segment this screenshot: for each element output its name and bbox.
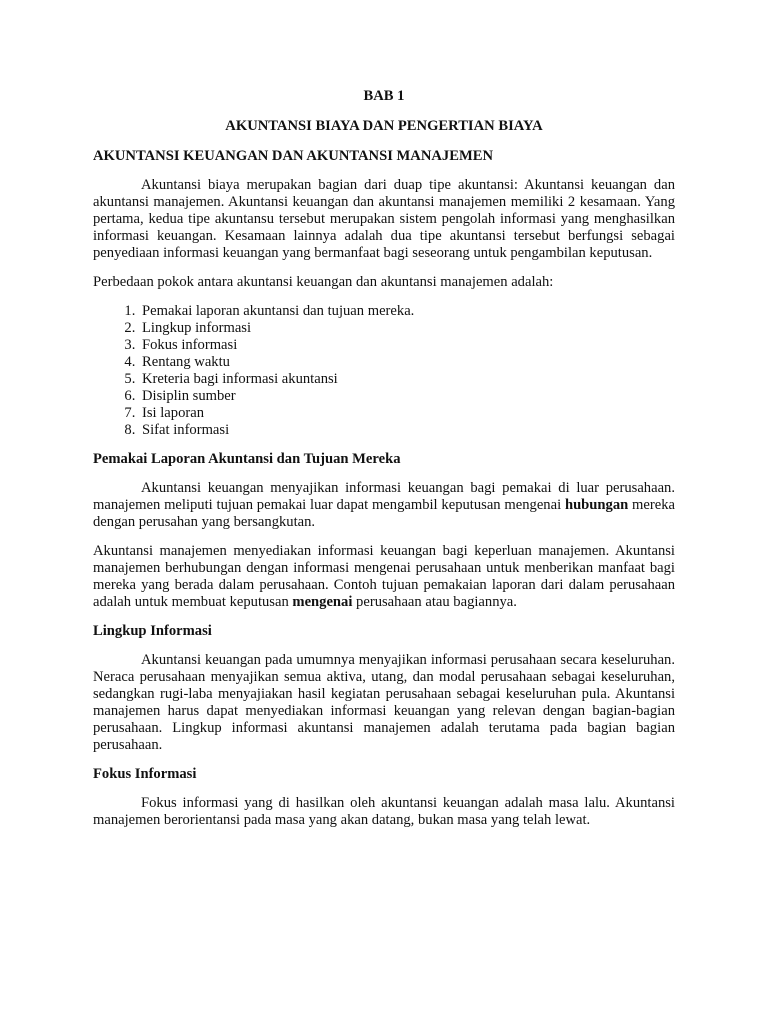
- list-item: 2. Lingkup informasi: [139, 320, 675, 337]
- document-page: [93, 88, 675, 841]
- fokus-paragraph: Fokus informasi yang di hasilkan oleh akuntansi keuangan adalah masa lalu. Akuntansi manajemen berorientansi pada masa yang akan datang, bukan masa yang telah lewat.: [93, 795, 675, 828]
- section-heading: AKUNTANSI KEUANGAN DAN AKUNTANSI MANAJEMEN: [93, 148, 493, 164]
- differences-list: [93, 303, 675, 439]
- list-intro: Perbedaan pokok antara akuntansi keuangan dan akuntansi manajemen adalah:: [93, 274, 554, 290]
- list-item: 7. Isi laporan: [139, 405, 675, 422]
- list-item: 1. Pemakai laporan akuntansi dan tujuan mereka.: [139, 303, 675, 320]
- lingkup-paragraph: Akuntansi keuangan pada umumnya menyajikan informasi perusahaan secara keseluruhan. Neraca perusahaan menyajikan semua aktiva, utang, dan modal perusahaan sebagai keseluruhan, sedangkan rugi-laba menyajiakan hasil kegiatan perusahaan sebagai keseluruhan pula. Akuntansi manajemen harus dapat menyediakan informasi keuangan yang relevan dengan bagian-bagian perusahaan. Lingkup informasi akuntansi manajemen adalah terutama pada bagian bagian perusahaan.: [93, 652, 675, 753]
- list-item: 3. Fokus informasi: [139, 337, 675, 354]
- pemakai-paragraph-1: Akuntansi keuangan menyajikan informasi keuangan bagi pemakai di luar perusahaan. manajemen meliputi tujuan pemakai luar dapat mengambil keputusan mengenai hubungan mereka dengan perusahan yang bersangkutan.: [93, 480, 675, 530]
- subsection-heading-pemakai: Pemakai Laporan Akuntansi dan Tujuan Mereka: [93, 451, 401, 467]
- list-item: 4. Rentang waktu: [139, 354, 675, 371]
- chapter-title: AKUNTANSI BIAYA DAN PENGERTIAN BIAYA: [225, 118, 543, 134]
- list-item: 5. Kreteria bagi informasi akuntansi: [139, 371, 675, 388]
- list-item: 6. Disiplin sumber: [139, 388, 675, 405]
- subsection-heading-lingkup: Lingkup Informasi: [93, 623, 212, 639]
- subsection-heading-fokus: Fokus Informasi: [93, 766, 197, 782]
- pemakai-paragraph-2: Akuntansi manajemen menyediakan informasi keuangan bagi keperluan manajemen. Akuntansi manajemen berhubungan dengan informasi mengenai perusahaan untuk menberikan manfaat bagi mereka yang berada dalam perusahaan. Contoh tujuan pemakaian laporan dari dalam perusahaan adalah untuk membuat keputusan mengenai perusahaan atau bagiannya.: [93, 543, 675, 610]
- chapter-number: BAB 1: [363, 88, 405, 104]
- intro-paragraph: Akuntansi biaya merupakan bagian dari duap tipe akuntansi: Akuntansi keuangan dan akuntansi manajemen. Akuntansi keuangan dan akuntansi manajemen memiliki 2 kesamaan. Yang pertama, kedua tipe akuntansu tersebut merupakan sistem pengolah informasi yang menghasilkan informasi keuangan. Kesamaan lainnya adalah dua tipe akuntansi tersebut berfungsi sebagai penyediaan informasi keuangan yang bermanfaat bagi seseorang untuk pengambilan keputusan.: [93, 177, 675, 261]
- list-item: 8. Sifat informasi: [139, 422, 675, 439]
